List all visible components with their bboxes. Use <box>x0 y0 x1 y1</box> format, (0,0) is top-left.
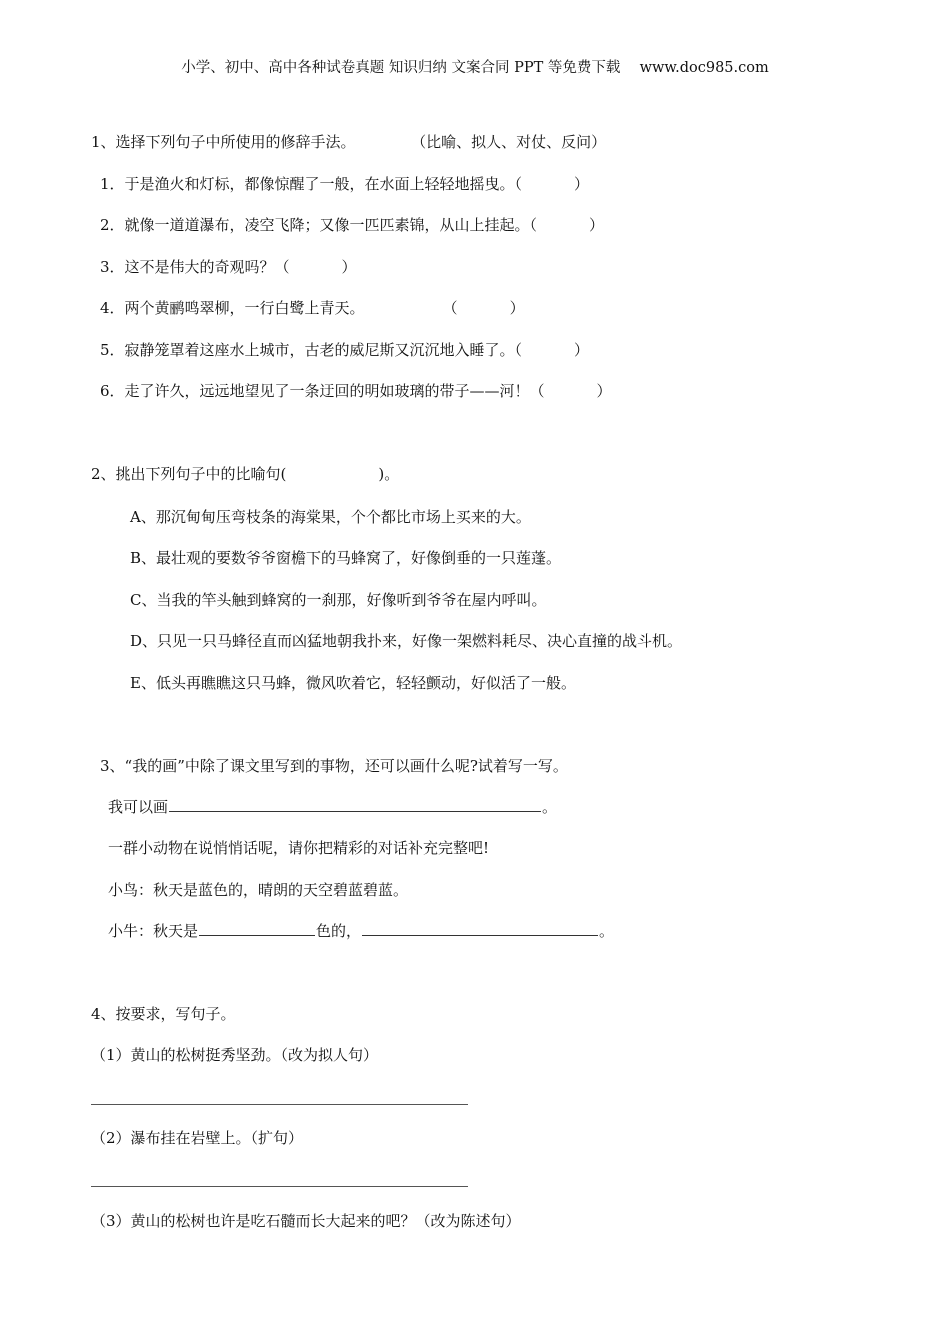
q1-item-6-close: ） <box>596 382 612 400</box>
q2-option-c: C、当我的竿头触到蜂窝的一刹那，好像听到爷爷在屋内呼叫。 <box>130 591 547 609</box>
q3-cow-row <box>108 921 614 941</box>
q1-item-3-text: 3．这不是伟大的奇观吗？（ <box>100 258 290 276</box>
q3-draw-suffix: 。 <box>542 798 558 816</box>
q1-item-4-open: （ <box>442 299 458 317</box>
q2-option-b: B、最壮观的要数爷爷窗檐下的马蜂窝了，好像倒垂的一只莲蓬。 <box>130 549 562 567</box>
q1-item-1-close: ） <box>574 175 590 193</box>
q4-answer-line-2[interactable] <box>91 1186 468 1187</box>
q2-title: 2、挑出下列句子中的比喻句( <box>91 465 287 483</box>
q2-title-row <box>91 464 399 484</box>
q3-title: 3、“我的画”中除了课文里写到的事物，还可以画什么呢?试着写一写。 <box>100 757 568 775</box>
q1-title-row <box>91 132 606 152</box>
q1-item-3 <box>100 257 357 277</box>
q1-item-1-text: 1．于是渔火和灯标，都像惊醒了一般，在水面上轻轻地摇曳。（ <box>100 175 523 193</box>
q1-item-2 <box>100 215 604 235</box>
q1-item-4 <box>100 298 525 318</box>
q3-intro: 一群小动物在说悄悄话呢，请你把精彩的对话补充完整吧! <box>108 839 490 857</box>
q3-cow-middle: 色的， <box>316 922 362 940</box>
q1-item-5-close: ） <box>574 341 590 359</box>
q1-item-6 <box>100 381 612 401</box>
q2-option-a: A、那沉甸甸压弯枝条的海棠果，个个都比市场上买来的大。 <box>130 508 531 526</box>
q3-draw-row <box>108 797 557 817</box>
q1-item-3-close: ） <box>341 258 357 276</box>
q3-bird: 小鸟：秋天是蓝色的，晴朗的天空碧蓝碧蓝。 <box>108 881 409 899</box>
header-url: www.doc985.com <box>639 60 769 76</box>
q1-item-4-text: 4．两个黄鹂鸣翠柳，一行白鹭上青天。 <box>100 299 365 317</box>
q4-item-2: （2）瀑布挂在岩壁上。（扩句） <box>91 1129 304 1147</box>
q4-item-1: （1）黄山的松树挺秀坚劲。（改为拟人句） <box>91 1046 379 1064</box>
q2-option-d: D、只见一只马蜂径直而凶猛地朝我扑来，好像一架燃料耗尽、决心直撞的战斗机。 <box>130 632 683 650</box>
q3-cow-suffix: 。 <box>599 922 615 940</box>
q3-draw-blank[interactable] <box>169 797 541 812</box>
q1-item-1 <box>100 174 589 194</box>
q4-item-3: （3）黄山的松树也许是吃石髓而长大起来的吧？（改为陈述句） <box>91 1212 521 1230</box>
q1-item-5-text: 5．寂静笼罩着这座水上城市，古老的威尼斯又沉沉地入睡了。（ <box>100 341 523 359</box>
q1-item-2-text: 2．就像一道道瀑布，凌空飞降；又像一匹匹素锦，从山上挂起。（ <box>100 216 538 234</box>
header-text: 小学、初中、高中各种试卷真题 知识归纳 文案合同 PPT 等免费下载 <box>181 60 621 76</box>
q1-item-2-close: ） <box>589 216 605 234</box>
q1-title: 1、选择下列句子中所使用的修辞手法。 <box>91 133 356 151</box>
q1-item-4-close: ） <box>509 299 525 317</box>
page-header <box>0 58 950 78</box>
q2-close: )。 <box>378 465 400 483</box>
q3-cow-prefix: 小牛：秋天是 <box>108 922 199 940</box>
q3-cow-color-blank[interactable] <box>199 921 315 936</box>
q1-item-6-text: 6．走了许久，远远地望见了一条迂回的明如玻璃的带子——河！（ <box>100 382 545 400</box>
q4-answer-line-1[interactable] <box>91 1104 468 1105</box>
q4-title: 4、按要求，写句子。 <box>91 1005 236 1023</box>
q3-draw-prefix: 我可以画 <box>108 798 169 816</box>
q1-item-5 <box>100 340 589 360</box>
q1-options: （比喻、拟人、对仗、反问） <box>411 133 607 151</box>
q2-option-e: E、低头再瞧瞧这只马蜂，微风吹着它，轻轻颤动，好似活了一般。 <box>130 674 576 692</box>
q3-cow-reason-blank[interactable] <box>362 921 598 936</box>
